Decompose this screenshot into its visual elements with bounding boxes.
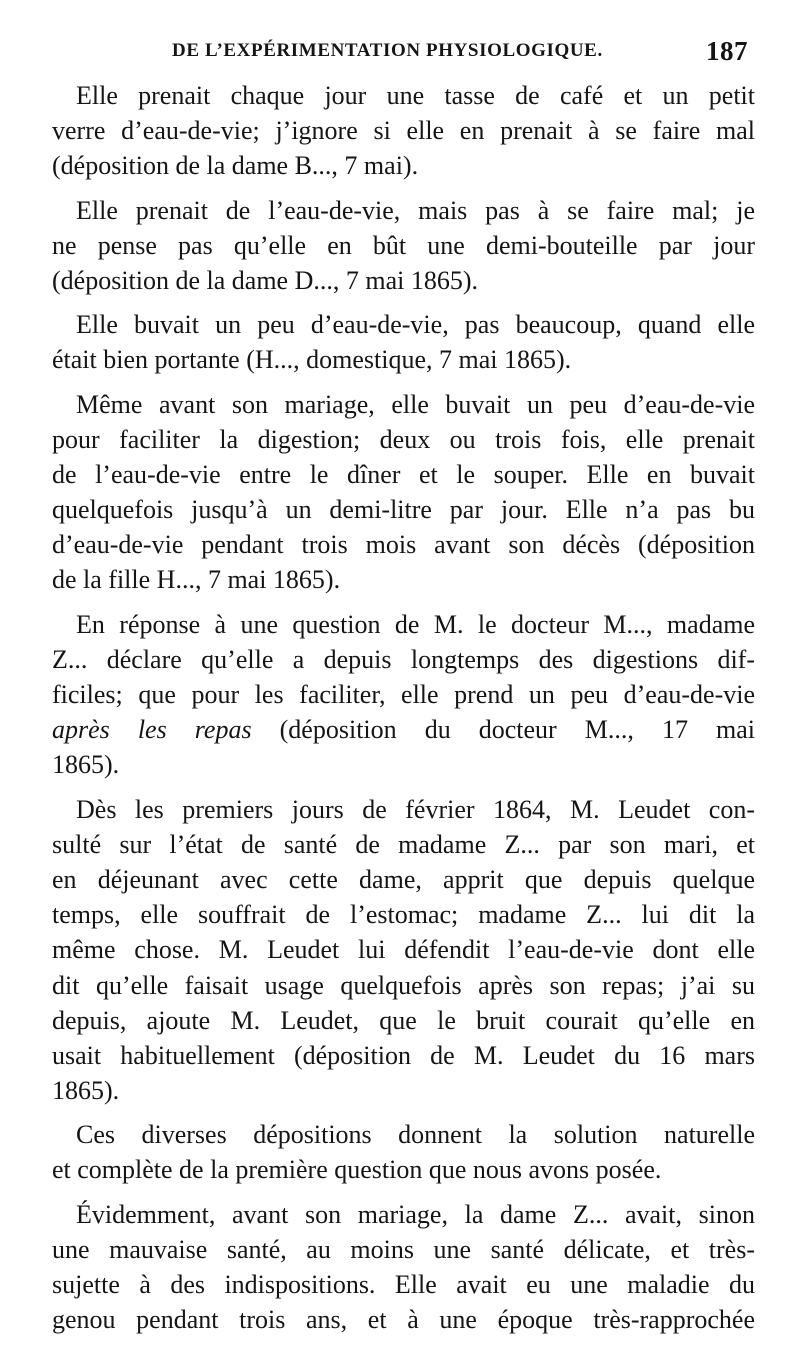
- text-line: usait habituellement (déposition de M. Leudet du 16 mars: [52, 1040, 755, 1070]
- text-line: d’eau-de-vie pendant trois mois avant son décès (déposition: [52, 530, 755, 560]
- text-line: sulté sur l’état de santé de madame Z... par son mari, et: [52, 829, 755, 859]
- text-line: temps, elle souffrait de l’estomac; madame Z... lui dit la: [52, 900, 755, 930]
- page-number: 187: [706, 36, 748, 66]
- paragraph-5: [52, 607, 755, 783]
- text-line: Dès les premiers jours de février 1864, M. Leudet con-: [76, 794, 755, 824]
- text-line: ficiles; que pour les faciliter, elle prend un peu d’eau-de-vie: [52, 680, 755, 709]
- paragraph-4: [52, 387, 755, 598]
- paragraph-6: [52, 792, 755, 1109]
- paragraph-1: [52, 78, 755, 184]
- text-line: Z... déclare qu’elle a depuis longtemps des digestions dif-: [52, 644, 755, 674]
- text-line: et complète de la première question que nous avons posée.: [52, 1155, 662, 1185]
- text-line: verre d’eau-de-vie; j’ignore si elle en prenait à se faire mal: [52, 116, 755, 146]
- body-text: [52, 78, 755, 1346]
- text-line: quelquefois jusqu’à un demi-litre par jour. Elle n’a pas bu: [52, 495, 755, 525]
- paragraph-3: [52, 307, 755, 377]
- text-line: depuis, ajoute M. Leudet, que le bruit courait qu’elle en: [52, 1005, 755, 1035]
- text-line: (déposition de la dame D..., 7 mai 1865).: [52, 265, 479, 295]
- text-line: en déjeunant avec cette dame, apprit que depuis quelque: [52, 864, 755, 894]
- text-line: (déposition de la dame B..., 7 mai).: [52, 151, 419, 181]
- paragraph-7: [52, 1117, 755, 1187]
- text-line: 1865).: [52, 1076, 120, 1106]
- text-line: Elle prenait de l’eau-de-vie, mais pas à se faire mal; je: [76, 195, 755, 225]
- text-line-with-italic: [52, 712, 755, 747]
- text-line: même chose. M. Leudet lui défendit l’eau-de-vie dont elle: [52, 935, 755, 965]
- text-line: sujette à des indispositions. Elle avait eu une maladie du: [52, 1270, 755, 1299]
- paragraph-2: [52, 193, 755, 299]
- text-line: Elle prenait chaque jour une tasse de café et un petit: [76, 81, 755, 110]
- text-line: ne pense pas qu’elle en bût une demi-bouteille par jour: [52, 230, 755, 260]
- running-head-title: DE L’EXPÉRIMENTATION PHYSIOLOGIQUE.: [172, 40, 603, 61]
- text-line: Évidemment, avant son mariage, la dame Z... avait, sinon: [76, 1199, 755, 1229]
- text-line: Ces diverses dépositions donnent la solution naturelle: [76, 1120, 755, 1150]
- text-line: dit qu’elle faisait usage quelquefois après son repas; j’ai su: [52, 970, 755, 1000]
- text-line: Elle buvait un peu d’eau-de-vie, pas beaucoup, quand elle: [76, 310, 755, 340]
- text-line: pour faciliter la digestion; deux ou trois fois, elle prenait: [52, 424, 755, 454]
- text-line: genou pendant trois ans, et à une époque très-rapprochée: [52, 1305, 755, 1335]
- text-line: de l’eau-de-vie entre le dîner et le souper. Elle en buvait: [52, 459, 755, 489]
- text-line-rest: (déposition du docteur M..., 17 mai: [251, 715, 755, 745]
- italic-phrase: après les repas: [52, 715, 252, 745]
- paragraph-8: [52, 1197, 755, 1338]
- text-line: En réponse à une question de M. le docteur M..., madame: [76, 609, 755, 639]
- text-line: 1865).: [52, 750, 120, 780]
- text-line: était bien portante (H..., domestique, 7 mai 1865).: [52, 345, 572, 375]
- text-line: de la fille H..., 7 mai 1865).: [52, 565, 341, 595]
- text-line: Même avant son mariage, elle buvait un peu d’eau-de-vie: [76, 389, 755, 419]
- page-header: [0, 34, 800, 74]
- text-line: une mauvaise santé, au moins une santé délicate, et très-: [52, 1234, 755, 1264]
